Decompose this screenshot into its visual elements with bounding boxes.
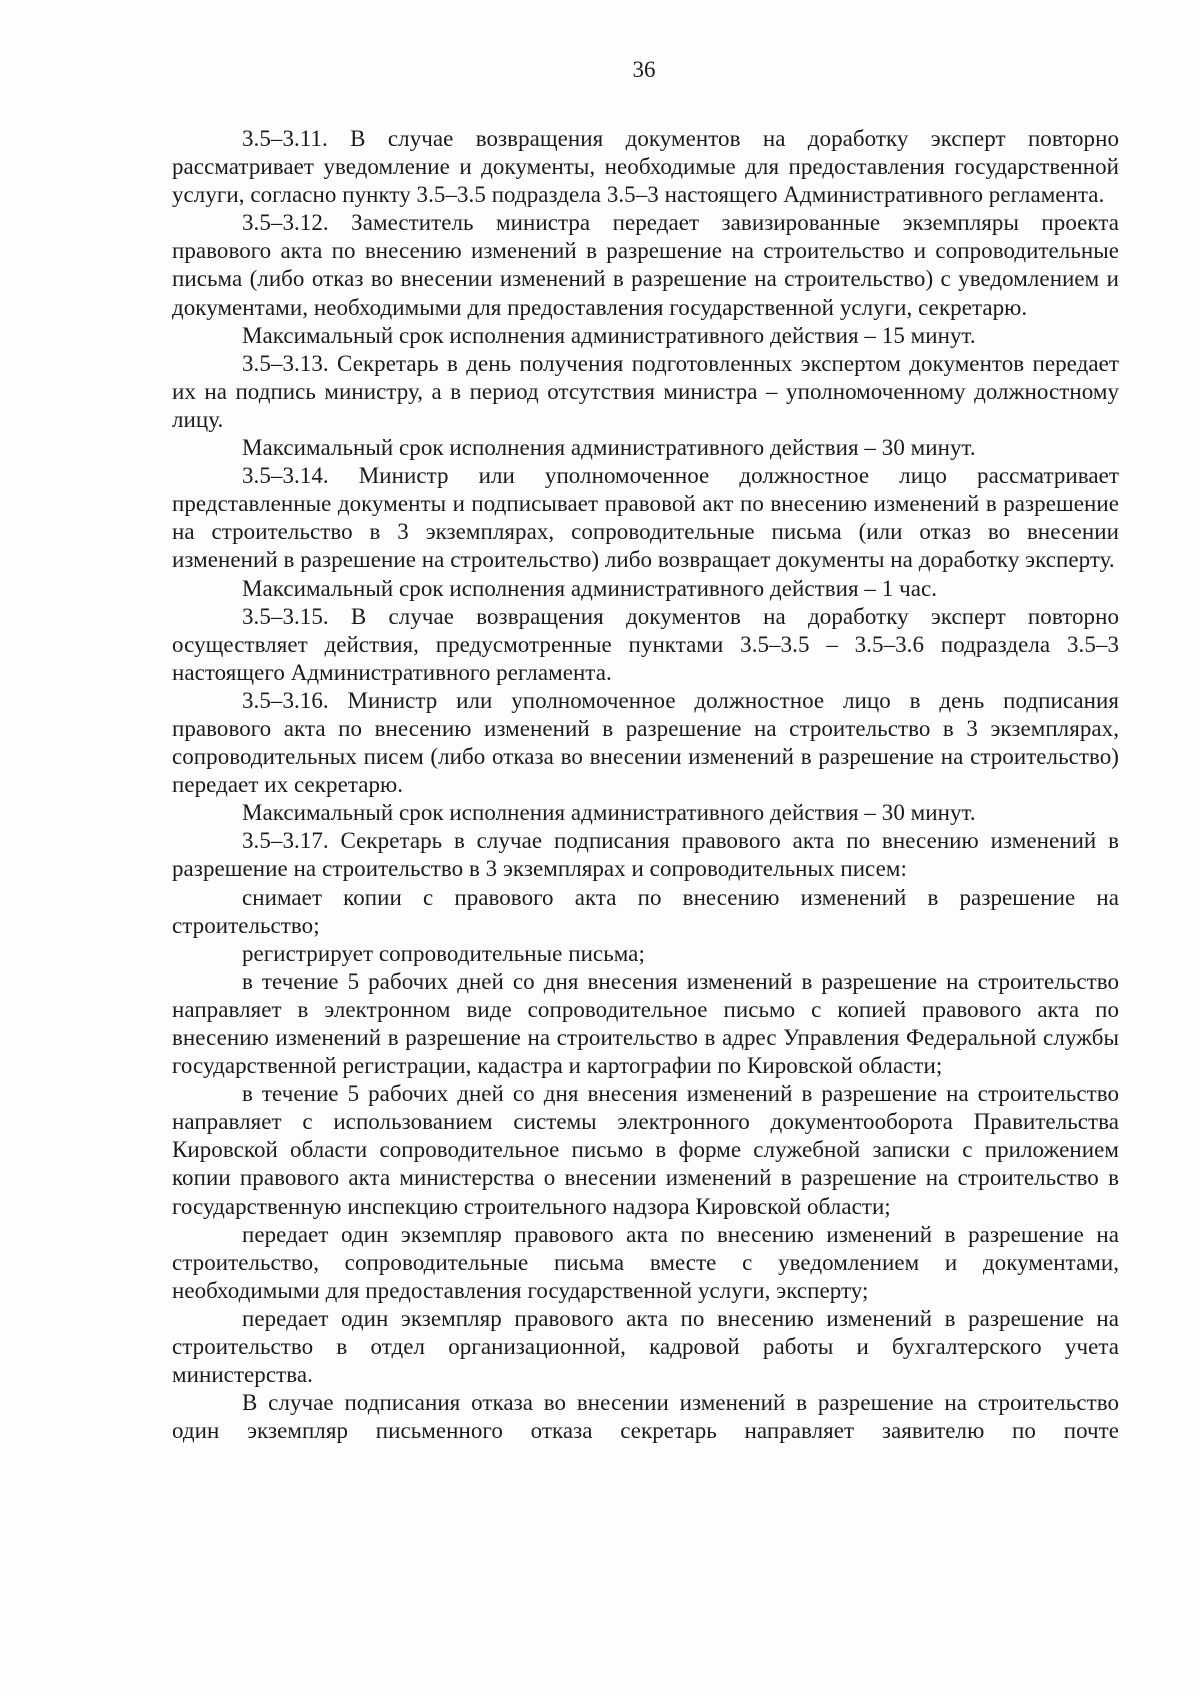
paragraph-3-5-3-12: 3.5–3.12. Заместитель министра передает завизированные экземпляры проекта правового акта по внесению изменений в разрешение на строительство и сопроводительные письма (либо отказ во внесении изменений в разрешение на строительство) с уведомлением и документами, необходимыми для предоставления государственной услуги, секретарю.	[172, 210, 1119, 320]
list-item-copies: снимает копии с правового акта по внесению изменений в разрешение на строительство;	[172, 884, 1119, 938]
document-body	[172, 125, 1119, 1445]
paragraph-3-5-3-14: 3.5–3.14. Министр или уполномоченное должностное лицо рассматривает представленные документы и подписывает правовой акт по внесению изменений в разрешение на строительство в 3 экземплярах, сопроводительные письма (или отказ во внесении изменений в разрешение на строительство) либо возвращает документы на доработку эксперту.	[172, 463, 1119, 573]
page-number: 36	[632, 57, 656, 82]
paragraph-time-limit: Максимальный срок исполнения административного действия – 30 минут.	[242, 800, 976, 826]
list-item-accounting: передает один экземпляр правового акта по внесению изменений в разрешение на строительство в отдел организационной, кадровой работы и бухгалтерского учета министерства.	[172, 1305, 1119, 1388]
list-item-rosreestr: в течение 5 рабочих дней со дня внесения изменений в разрешение на строительство направляет в электронном виде сопроводительное письмо с копией правового акта по внесению изменений в разрешение на строительство в адрес Управления Федеральной службы государственной регистрации, кадастра и картографии по Кировской области;	[172, 968, 1119, 1079]
paragraph-3-5-3-15: 3.5–3.15. В случае возвращения документов на доработку эксперт повторно осуществляет действия, предусмотренные пунктами 3.5–3.5 – 3.5–3.6 подраздела 3.5–3 настоящего Административного регламента.	[172, 603, 1119, 685]
paragraph-time-limit: Максимальный срок исполнения административного действия – 30 минут.	[242, 435, 976, 461]
paragraph-3-5-3-17: 3.5–3.17. Секретарь в случае подписания правового акта по внесению изменений в разрешение на строительство в 3 экземплярах и сопроводительных писем:	[172, 828, 1119, 882]
paragraph-3-5-3-16: 3.5–3.16. Министр или уполномоченное должностное лицо в день подписания правового акта по внесению изменений в разрешение на строительство в 3 экземплярах, сопроводительных писем (либо отказа во внесении изменений в разрешение на строительство) передает их секретарю.	[172, 687, 1119, 798]
list-item-inspection: в течение 5 рабочих дней со дня внесения изменений в разрешение на строительство направляет с использованием системы электронного документооборота Правительства Кировской области сопроводительное письмо в форме служебной записки с приложением копии правового акта министерства о внесении изменений в разрешение на строительство в государственную инспекцию строительного надзора Кировской области;	[172, 1081, 1119, 1219]
paragraph-refusal: В случае подписания отказа во внесении изменений в разрешение на строительство один экземпляр письменного отказа секретарь направляет заявителю по почте	[172, 1390, 1119, 1444]
paragraph-3-5-3-11: 3.5–3.11. В случае возвращения документов на доработку эксперт повторно рассматривает уведомление и документы, необходимые для предоставления государственной услуги, согласно пункту 3.5–3.5 подраздела 3.5–3 настоящего Административного регламента.	[172, 126, 1119, 208]
paragraph-time-limit: Максимальный срок исполнения административного действия – 15 минут.	[242, 322, 976, 348]
list-item-register: регистрирует сопроводительные письма;	[242, 940, 645, 966]
paragraph-time-limit: Максимальный срок исполнения административного действия – 1 час.	[242, 575, 938, 601]
list-item-expert: передает один экземпляр правового акта по внесению изменений в разрешение на строительство, сопроводительные письма вместе с уведомлением и документами, необходимыми для предоставления государственной услуги, эксперту;	[172, 1221, 1119, 1303]
paragraph-3-5-3-13: 3.5–3.13. Секретарь в день получения подготовленных экспертом документов передает их на подпись министру, а в период отсутствия министра – уполномоченному должностному лицу.	[172, 350, 1119, 432]
